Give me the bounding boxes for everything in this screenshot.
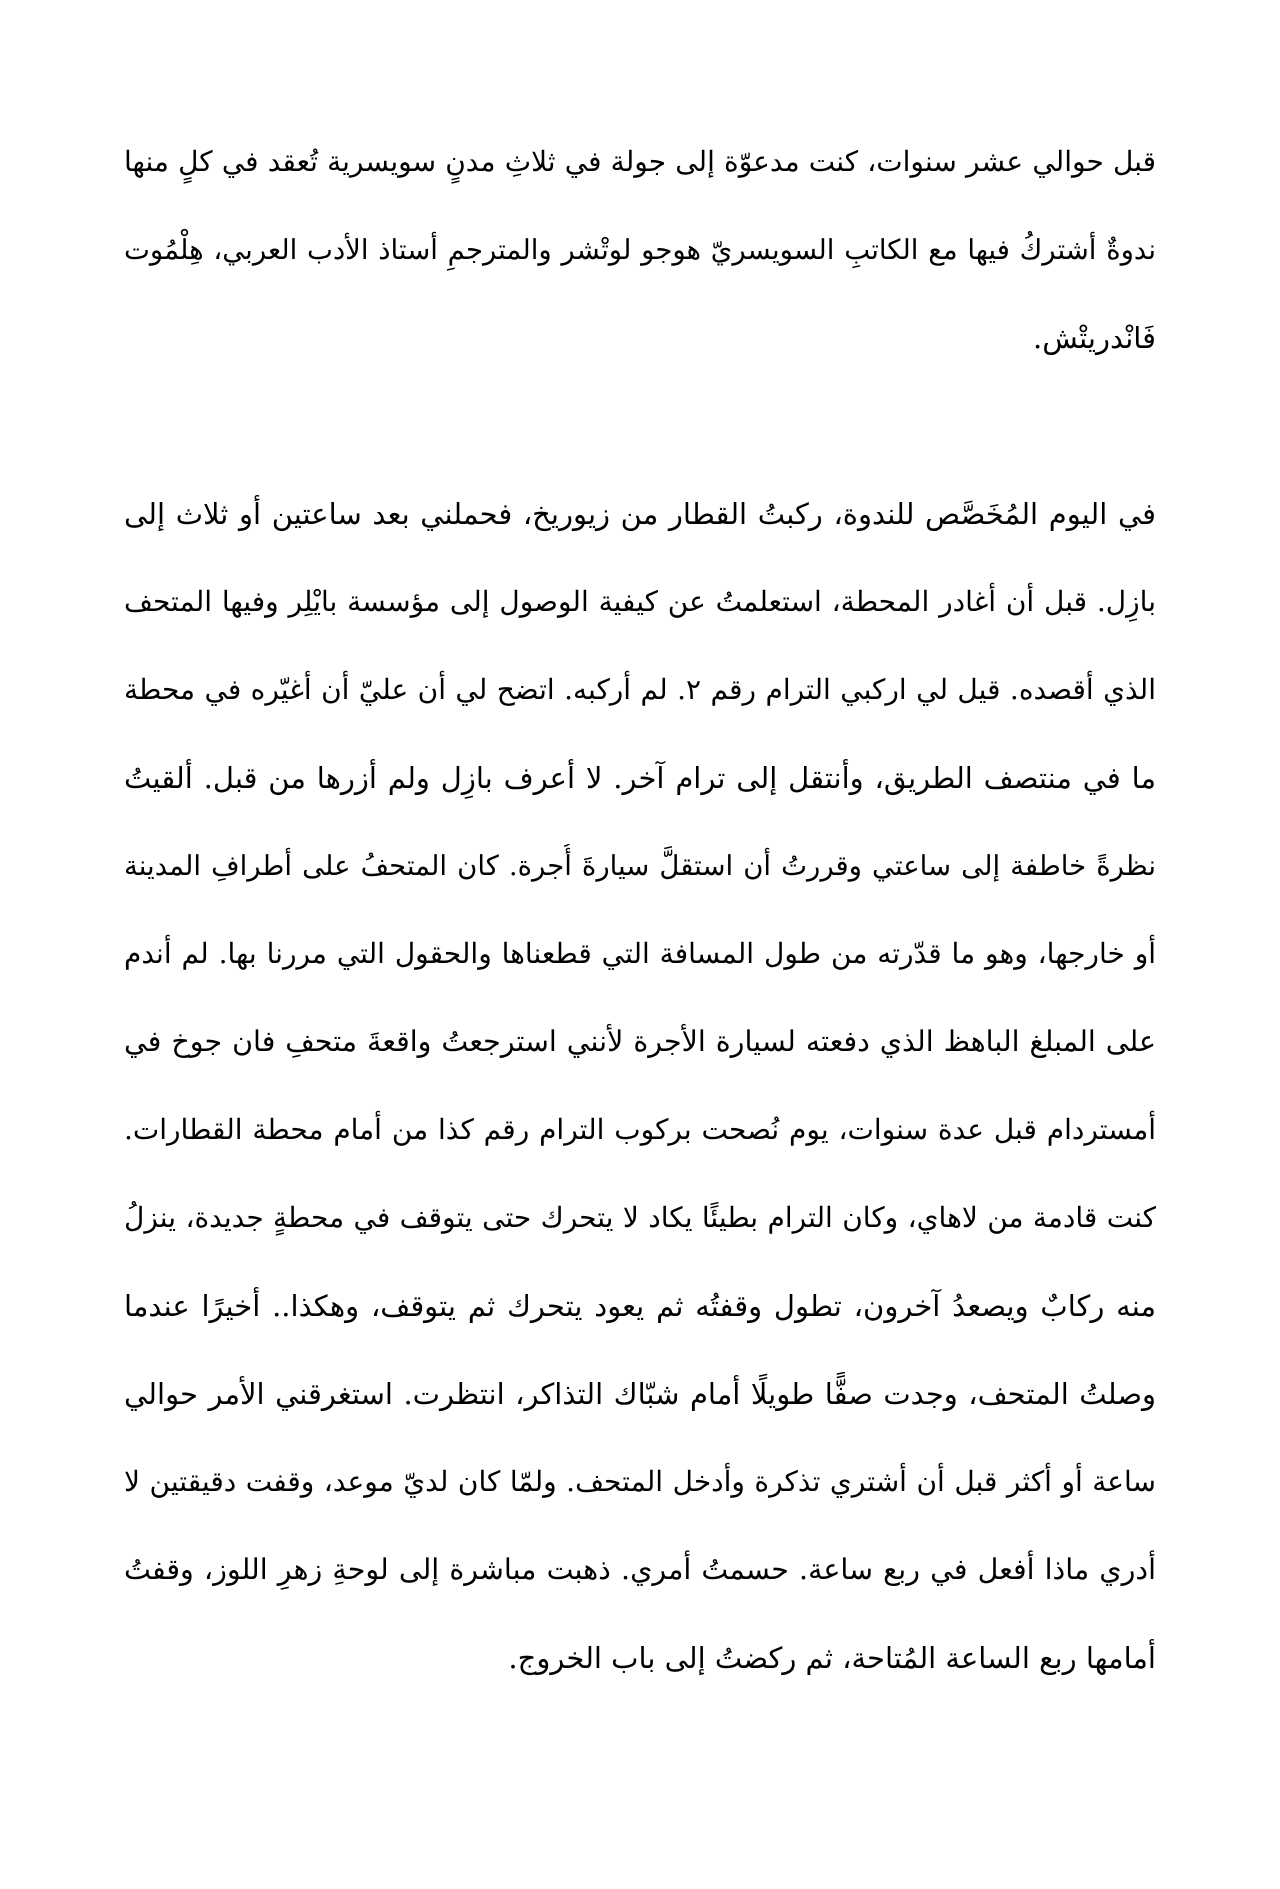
text-line: أدري ماذا أفعل في ربع ساعة. حسمتُ أمري. ذهبت مباشرة إلى لوحةِ زهرِ اللوز، وقفتُ xyxy=(124,1553,1156,1586)
text-line: أمستردام قبل عدة سنوات، يوم نُصحت بركوب الترام رقم كذا من أمام محطة القطارات. xyxy=(124,1113,1156,1146)
text-line: في اليوم المُخَصَّص للندوة، ركبتُ القطار من زيوريخ، فحملني بعد ساعتين أو ثلاث إلى xyxy=(124,497,1156,531)
text-line: ساعة أو أكثر قبل أن أشتري تذكرة وأدخل المتحف. ولمّا كان لديّ موعد، وقفت دقيقتين لا xyxy=(124,1465,1156,1498)
text-line: أمامها ربع الساعة المُتاحة، ثم ركضتُ إلى باب الخروج. xyxy=(508,1641,1156,1675)
text-line: ما في منتصف الطريق، وأنتقل إلى ترام آخر. لا أعرف بازِل ولم أزرها من قبل. ألقيتُ xyxy=(124,761,1156,795)
text-line: كنت قادمة من لاهاي، وكان الترام بطيئًا يكاد لا يتحرك حتى يتوقف في محطةٍ جديدة، ينزلُ xyxy=(124,1201,1156,1234)
paragraph-2 xyxy=(124,492,1156,1724)
text-line: على المبلغ الباهظ الذي دفعته لسيارة الأجرة لأنني استرجعتُ واقعةَ متحفِ فان جوخ في xyxy=(124,1025,1156,1058)
text-line: أو خارجها، وهو ما قدّرته من طول المسافة التي قطعناها والحقول التي مررنا بها. لم أندم xyxy=(124,937,1156,970)
text-line: منه ركابٌ ويصعدُ آخرون، تطول وقفتُه ثم يعود يتحرك ثم يتوقف، وهكذا.. أخيرًا عندما xyxy=(124,1289,1156,1323)
text-line: فَانْدريتْش. xyxy=(1032,321,1156,355)
text-line: الذي أقصده. قيل لي اركبي الترام رقم ٢. لم أركبه. اتضح لي أن عليّ أن أغيّره في محطة xyxy=(124,673,1156,706)
text-line: ندوةٌ أشتركُ فيها مع الكاتبِ السويسريّ هوجو لوتْشر والمترجمِ أستاذ الأدب العربي، هِلْمُوت xyxy=(124,234,1156,266)
paragraph-1 xyxy=(124,140,1156,404)
paragraph-spacer xyxy=(124,404,1156,492)
text-line: وصلتُ المتحف، وجدت صفًّا طويلًا أمام شبّاك التذاكر، انتظرت. استغرقني الأمر حوالي xyxy=(124,1377,1156,1411)
document-body xyxy=(124,140,1156,1724)
text-line: قبل حوالي عشر سنوات، كنت مدعوّة إلى جولة في ثلاثِ مدنٍ سويسرية تُعقد في كلٍ منها xyxy=(124,145,1156,178)
text-line: نظرةً خاطفة إلى ساعتي وقررتُ أن استقلَّ سيارةَ أُجرة. كان المتحفُ على أطرافِ المدينة xyxy=(124,850,1156,882)
text-line: بازِل. قبل أن أغادر المحطة، استعلمتُ عن كيفية الوصول إلى مؤسسة بايْلِر وفيها المتحف xyxy=(124,585,1156,618)
